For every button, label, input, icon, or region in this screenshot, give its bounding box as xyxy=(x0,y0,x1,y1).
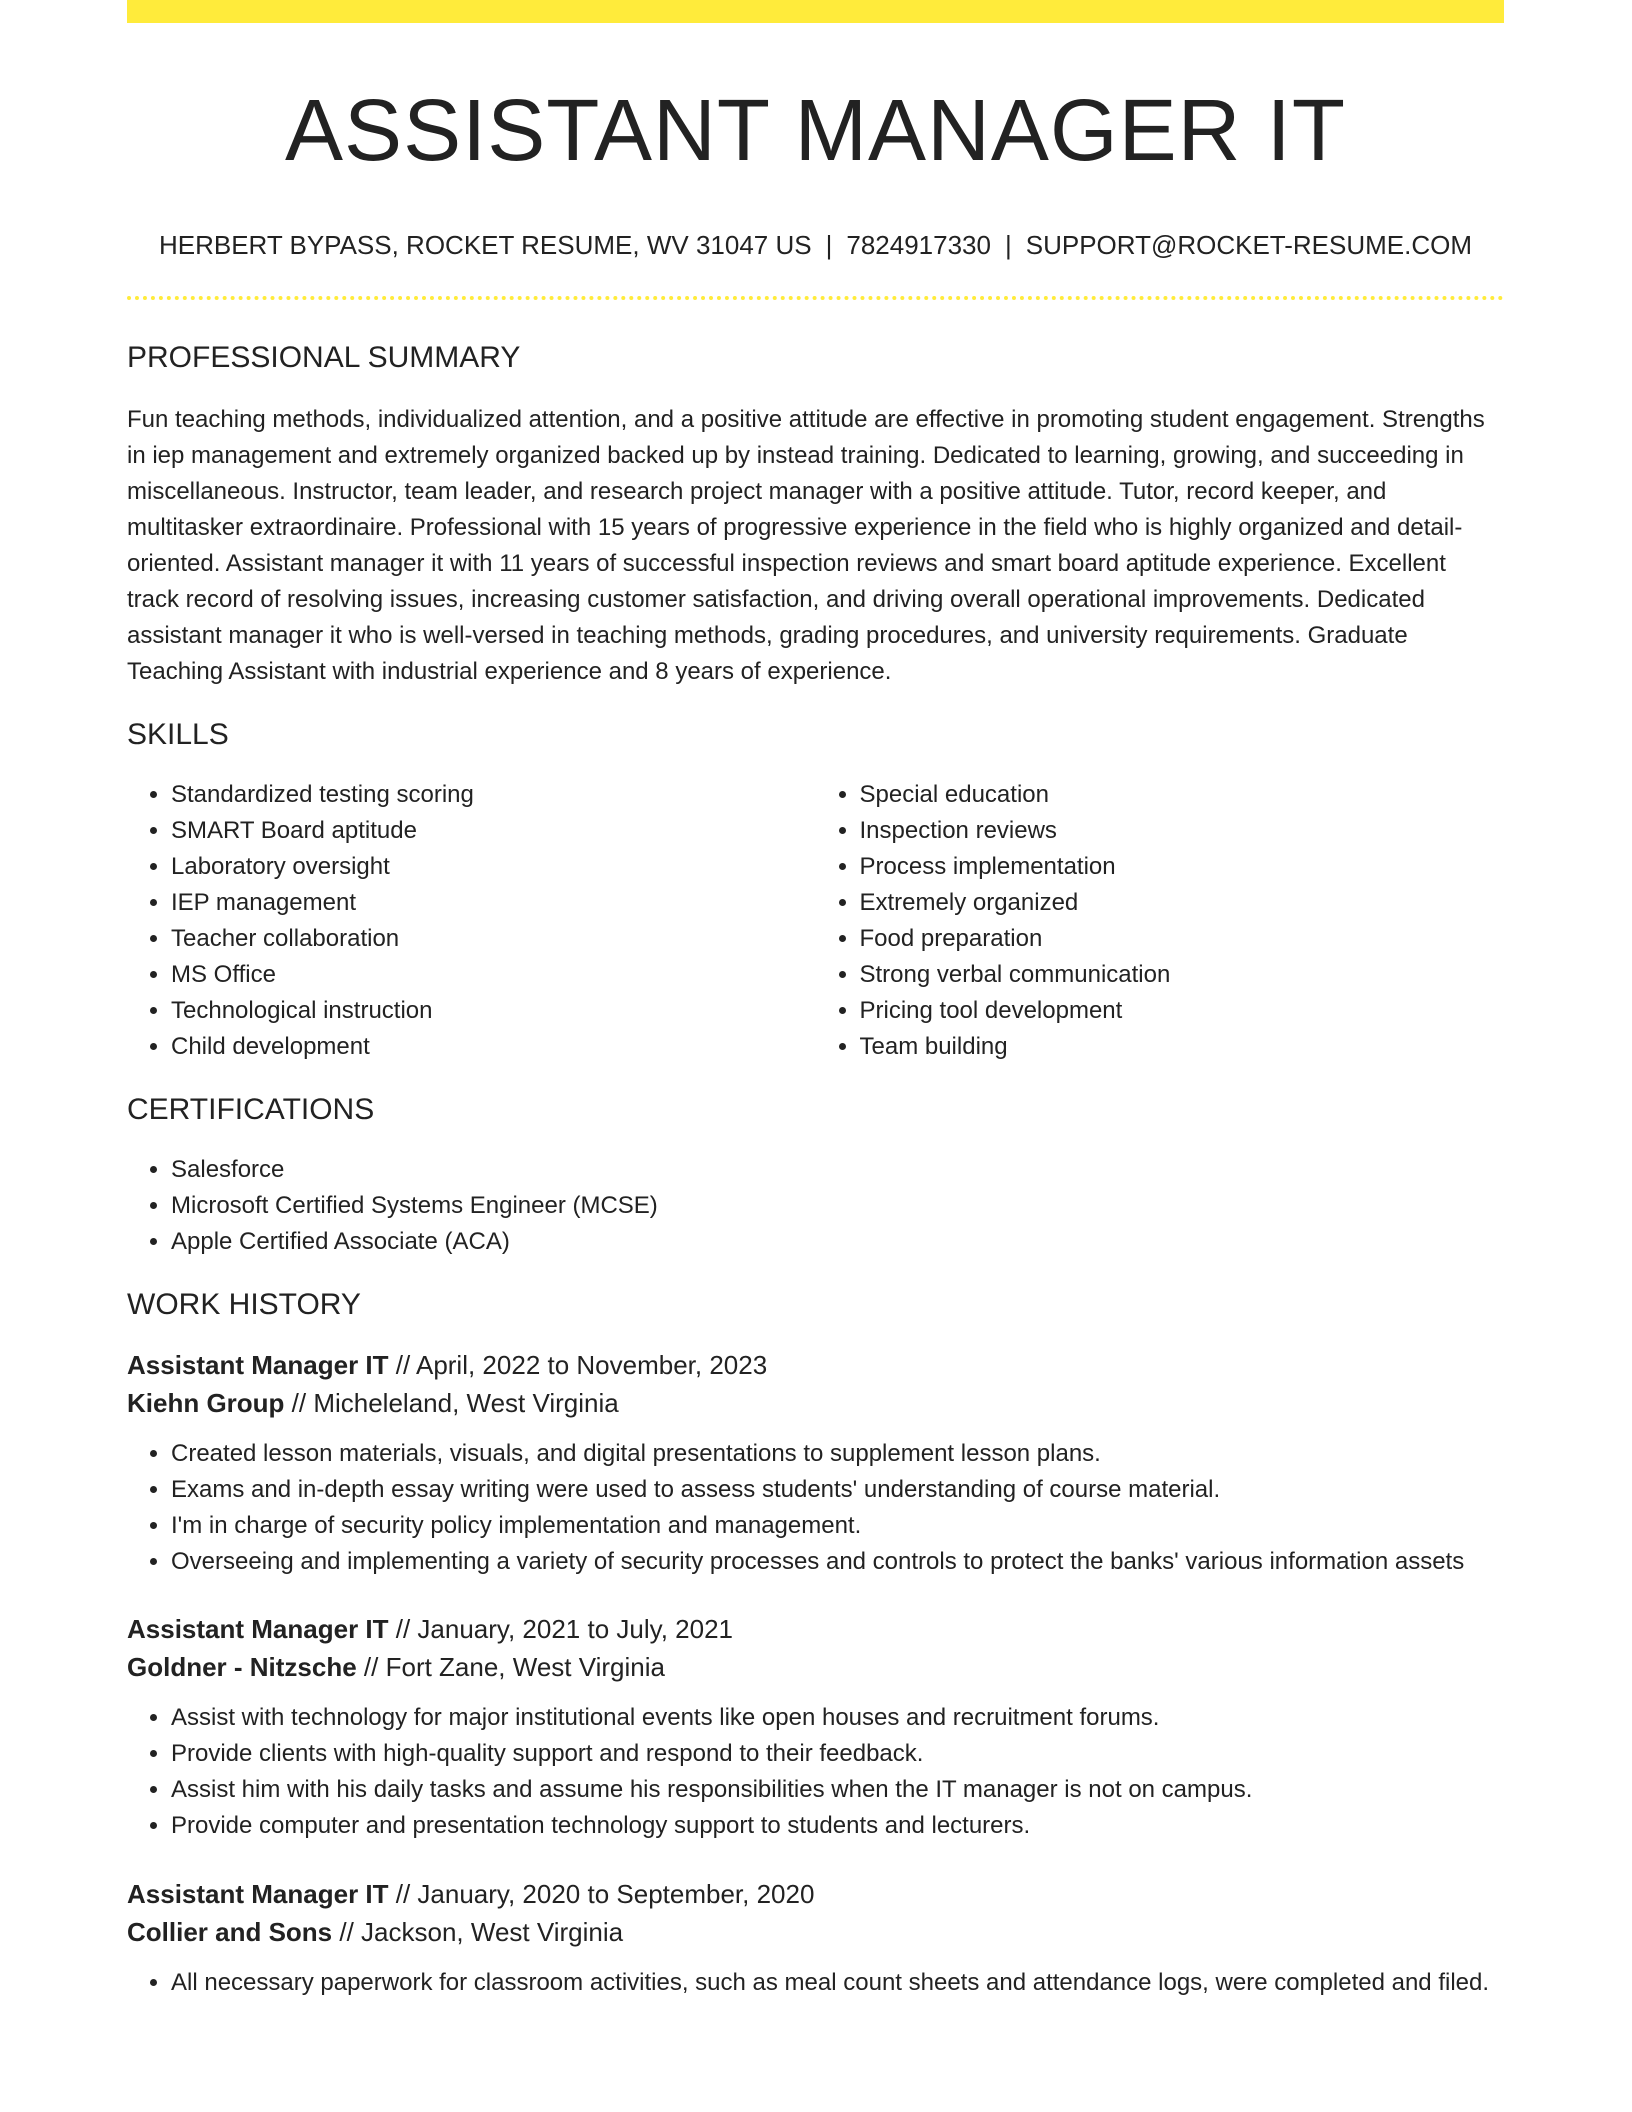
skill-item: • Strong verbal communication xyxy=(860,957,1505,993)
job-role: Assistant Manager IT xyxy=(127,1879,389,1909)
skill-item: • Teacher collaboration xyxy=(171,921,816,957)
job-bullet-list xyxy=(127,1965,1504,2001)
skills-list-right xyxy=(816,777,1505,1065)
skill-item: • Process implementation xyxy=(860,849,1505,885)
job-bullet: • Assist with technology for major institutional events like open houses and recruitment forums. xyxy=(171,1700,1504,1736)
job-entry xyxy=(127,1346,1504,1580)
job-bullet: • Provide computer and presentation technology support to students and lecturers. xyxy=(171,1808,1504,1844)
job-title-line xyxy=(127,1875,1504,1913)
skill-item: • Standardized testing scoring xyxy=(171,777,816,813)
section-title-skills: SKILLS xyxy=(127,718,229,751)
skill-item: • Laboratory oversight xyxy=(171,849,816,885)
skill-item: • IEP management xyxy=(171,885,816,921)
job-entry xyxy=(127,1875,1504,2001)
section-title-summary: PROFESSIONAL SUMMARY xyxy=(127,341,521,374)
section-title-work-history: WORK HISTORY xyxy=(127,1288,361,1321)
summary-text: Fun teaching methods, individualized attention, and a positive attitude are effective in promoting student engagement. Strengths in iep management and extremely organized backed up by instead training. Dedicated to learning, growing, and succeeding in miscellaneous. Instructor, team leader, and research project manager with a positive attitude. Tutor, record keeper, and multitasker extraordinaire. Professional with 15 years of progressive experience in the field who is highly organized and detail-oriented. Assistant manager it with 11 years of successful inspection reviews and smart board aptitude experience. Excellent track record of resolving issues, increasing customer satisfaction, and driving overall operational improvements. Dedicated assistant manager it who is well-versed in teaching methods, grading procedures, and university requirements. Graduate Teaching Assistant with industrial experience and 8 years of experience. xyxy=(127,406,1485,685)
job-entry xyxy=(127,1610,1504,1844)
skill-item: • Technological instruction xyxy=(171,993,816,1029)
job-company: Kiehn Group xyxy=(127,1388,285,1418)
certification-item: • Apple Certified Associate (ACA) xyxy=(171,1224,1504,1260)
certification-item: • Microsoft Certified Systems Engineer (MCSE) xyxy=(171,1188,1504,1224)
job-company-line xyxy=(127,1913,1504,1951)
job-bullet: • All necessary paperwork for classroom activities, such as meal count sheets and attendance logs, were completed and filed. xyxy=(171,1965,1504,2001)
job-location: // Micheleland, West Virginia xyxy=(284,1388,619,1418)
skill-item: • Special education xyxy=(860,777,1505,813)
skills-list-left xyxy=(127,777,816,1065)
contact-line xyxy=(127,229,1504,261)
contact-email: SUPPORT@ROCKET-RESUME.COM xyxy=(1025,230,1473,260)
job-bullet: • Exams and in-depth essay writing were used to assess students' understanding of course material. xyxy=(171,1472,1504,1508)
job-location: // Jackson, West Virginia xyxy=(332,1917,624,1947)
job-title-line xyxy=(127,1610,1504,1648)
accent-bar xyxy=(127,0,1504,23)
contact-address: HERBERT BYPASS, ROCKET RESUME, WV 31047 US xyxy=(158,230,812,260)
resume-page xyxy=(127,0,1504,2001)
job-bullet: • I'm in charge of security policy implementation and management. xyxy=(171,1508,1504,1544)
job-bullet: • Created lesson materials, visuals, and digital presentations to supplement lesson plans. xyxy=(171,1436,1504,1472)
job-company: Goldner - Nitzsche xyxy=(127,1652,357,1682)
skill-item: • SMART Board aptitude xyxy=(171,813,816,849)
candidate-name: ASSISTANT MANAGER IT xyxy=(285,82,1346,179)
skill-item: • Food preparation xyxy=(860,921,1505,957)
job-bullet: • Provide clients with high-quality support and respond to their feedback. xyxy=(171,1736,1504,1772)
skill-item: • Team building xyxy=(860,1029,1505,1065)
job-dates: // April, 2022 to November, 2023 xyxy=(388,1350,768,1380)
skill-item: • MS Office xyxy=(171,957,816,993)
job-location: // Fort Zane, West Virginia xyxy=(356,1652,665,1682)
job-company-line xyxy=(127,1648,1504,1686)
dotted-divider xyxy=(127,296,1504,300)
job-role: Assistant Manager IT xyxy=(127,1350,389,1380)
skill-item: • Inspection reviews xyxy=(860,813,1505,849)
contact-separator: | xyxy=(825,230,833,260)
job-title-line xyxy=(127,1346,1504,1384)
skill-item: • Pricing tool development xyxy=(860,993,1505,1029)
job-company-line xyxy=(127,1384,1504,1422)
certifications-list xyxy=(127,1152,1504,1260)
job-role: Assistant Manager IT xyxy=(127,1614,389,1644)
contact-separator: | xyxy=(1004,230,1012,260)
job-bullet: • Overseeing and implementing a variety of security processes and controls to protect the banks' various information assets xyxy=(171,1544,1504,1580)
job-bullet-list xyxy=(127,1436,1504,1580)
job-dates: // January, 2020 to September, 2020 xyxy=(388,1879,815,1909)
contact-phone: 7824917330 xyxy=(846,230,991,260)
section-title-certifications: CERTIFICATIONS xyxy=(127,1093,375,1126)
skill-item: • Child development xyxy=(171,1029,816,1065)
skills-columns xyxy=(127,777,1504,1065)
job-dates: // January, 2021 to July, 2021 xyxy=(388,1614,733,1644)
skill-item: • Extremely organized xyxy=(860,885,1505,921)
certification-item: • Salesforce xyxy=(171,1152,1504,1188)
job-company: Collier and Sons xyxy=(127,1917,333,1947)
job-bullet: • Assist him with his daily tasks and assume his responsibilities when the IT manager is not on campus. xyxy=(171,1772,1504,1808)
job-bullet-list xyxy=(127,1700,1504,1844)
